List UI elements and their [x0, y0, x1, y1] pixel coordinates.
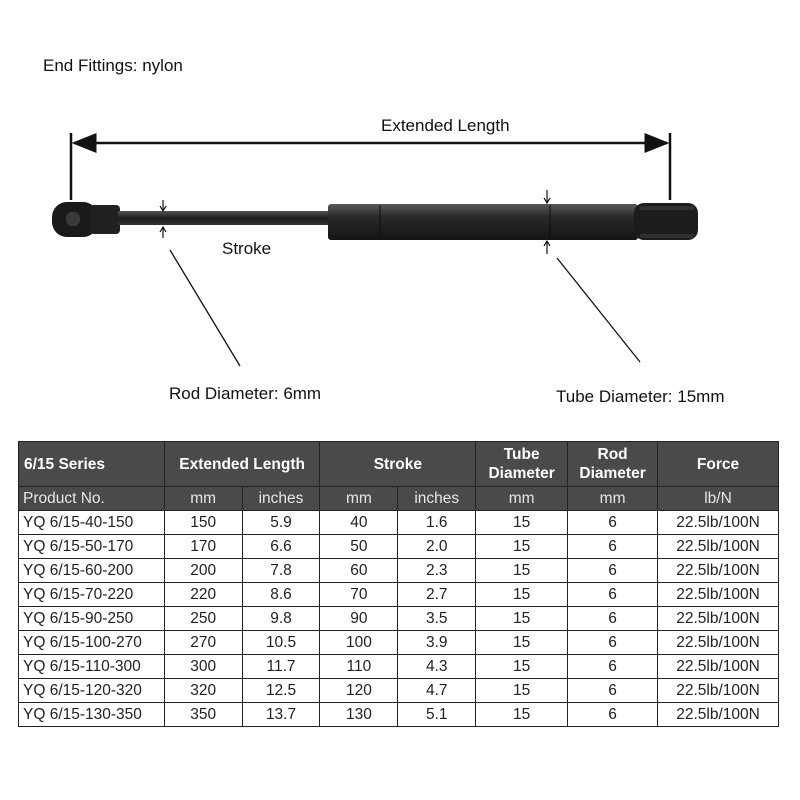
product-no-cell: YQ 6/15-90-250 [19, 607, 165, 631]
table-cell: 10.5 [242, 631, 320, 655]
table-cell: 200 [164, 559, 242, 583]
table-cell: 13.7 [242, 703, 320, 727]
product-no-cell: YQ 6/15-40-150 [19, 511, 165, 535]
tube-diameter-header: Tube Diameter [476, 442, 568, 487]
table-cell: 3.5 [398, 607, 476, 631]
table-cell: 4.3 [398, 655, 476, 679]
table-cell: 15 [476, 607, 568, 631]
table-cell: 170 [164, 535, 242, 559]
tube-diameter-leader [557, 258, 640, 362]
unit-cell: lb/N [658, 487, 779, 511]
unit-cell: mm [164, 487, 242, 511]
table-cell: 15 [476, 703, 568, 727]
unit-cell: mm [568, 487, 658, 511]
table-cell: 270 [164, 631, 242, 655]
table-cell: 2.3 [398, 559, 476, 583]
spec-table [18, 441, 779, 727]
table-cell: 5.9 [242, 511, 320, 535]
table-units-row [19, 487, 779, 511]
table-cell: 6.6 [242, 535, 320, 559]
table-cell: 22.5lb/100N [658, 631, 779, 655]
product-no-cell: YQ 6/15-50-170 [19, 535, 165, 559]
table-cell: 6 [568, 679, 658, 703]
table-cell: 22.5lb/100N [658, 559, 779, 583]
tube-diameter-label: Tube Diameter: 15mm [556, 387, 725, 406]
table-cell: 8.6 [242, 583, 320, 607]
table-cell: 15 [476, 559, 568, 583]
table-row [19, 655, 779, 679]
end-fittings-label: End Fittings: nylon [43, 56, 183, 75]
rod-diameter-header: Rod Diameter [568, 442, 658, 487]
product-no-cell: YQ 6/15-100-270 [19, 631, 165, 655]
table-cell: 5.1 [398, 703, 476, 727]
product-no-cell: YQ 6/15-120-320 [19, 679, 165, 703]
table-cell: 130 [320, 703, 398, 727]
tube-diameter-marker-bottom [544, 241, 550, 254]
table-cell: 9.8 [242, 607, 320, 631]
table-row [19, 559, 779, 583]
table-cell: 15 [476, 535, 568, 559]
stroke-label: Stroke [222, 239, 272, 258]
series-header: 6/15 Series [19, 442, 165, 487]
table-row [19, 535, 779, 559]
table-cell: 6 [568, 703, 658, 727]
cylinder-tube [328, 204, 638, 240]
tube-diameter-marker-top [544, 190, 550, 203]
piston-rod [118, 211, 333, 225]
extended-length-label: Extended Length [381, 116, 510, 135]
table-cell: 40 [320, 511, 398, 535]
unit-cell: mm [476, 487, 568, 511]
unit-cell: inches [398, 487, 476, 511]
table-cell: 6 [568, 655, 658, 679]
table-row [19, 583, 779, 607]
table-cell: 22.5lb/100N [658, 703, 779, 727]
table-row [19, 703, 779, 727]
table-cell: 120 [320, 679, 398, 703]
table-cell: 2.7 [398, 583, 476, 607]
stroke-header: Stroke [320, 442, 476, 487]
table-cell: 6 [568, 607, 658, 631]
table-cell: 6 [568, 559, 658, 583]
table-cell: 22.5lb/100N [658, 583, 779, 607]
table-cell: 220 [164, 583, 242, 607]
table-row [19, 679, 779, 703]
product-no-cell: YQ 6/15-60-200 [19, 559, 165, 583]
table-header-row [19, 442, 779, 487]
table-cell: 6 [568, 535, 658, 559]
product-no-cell: YQ 6/15-130-350 [19, 703, 165, 727]
table-cell: 22.5lb/100N [658, 511, 779, 535]
table-cell: 15 [476, 631, 568, 655]
table-cell: 250 [164, 607, 242, 631]
table-cell: 7.8 [242, 559, 320, 583]
extended-length-header: Extended Length [164, 442, 320, 487]
table-cell: 60 [320, 559, 398, 583]
table-cell: 2.0 [398, 535, 476, 559]
product-no-cell: YQ 6/15-110-300 [19, 655, 165, 679]
rod-diameter-marker-top [160, 200, 166, 211]
table-cell: 110 [320, 655, 398, 679]
table-cell: 15 [476, 511, 568, 535]
table-cell: 11.7 [242, 655, 320, 679]
table-cell: 15 [476, 679, 568, 703]
table-cell: 15 [476, 583, 568, 607]
table-row [19, 607, 779, 631]
table-cell: 150 [164, 511, 242, 535]
table-cell: 22.5lb/100N [658, 607, 779, 631]
table-cell: 1.6 [398, 511, 476, 535]
table-row [19, 511, 779, 535]
table-cell: 22.5lb/100N [658, 655, 779, 679]
table-cell: 22.5lb/100N [658, 535, 779, 559]
rod-diameter-label: Rod Diameter: 6mm [169, 384, 322, 403]
table-row [19, 631, 779, 655]
table-cell: 70 [320, 583, 398, 607]
table-cell: 6 [568, 511, 658, 535]
right-end-fitting [634, 203, 698, 240]
table-cell: 6 [568, 631, 658, 655]
table-cell: 90 [320, 607, 398, 631]
table-cell: 6 [568, 583, 658, 607]
table-cell: 50 [320, 535, 398, 559]
table-cell: 320 [164, 679, 242, 703]
rod-diameter-leader [170, 250, 240, 366]
table-cell: 3.9 [398, 631, 476, 655]
table-cell: 300 [164, 655, 242, 679]
product-no-header: Product No. [19, 487, 165, 511]
unit-cell: mm [320, 487, 398, 511]
unit-cell: inches [242, 487, 320, 511]
table-cell: 12.5 [242, 679, 320, 703]
product-no-cell: YQ 6/15-70-220 [19, 583, 165, 607]
table-cell: 100 [320, 631, 398, 655]
table-cell: 15 [476, 655, 568, 679]
force-header: Force [658, 442, 779, 487]
spec-table-body [19, 511, 779, 727]
left-end-fitting [52, 202, 120, 237]
table-cell: 4.7 [398, 679, 476, 703]
table-cell: 350 [164, 703, 242, 727]
table-cell: 22.5lb/100N [658, 679, 779, 703]
rod-diameter-marker-bottom [160, 227, 166, 238]
